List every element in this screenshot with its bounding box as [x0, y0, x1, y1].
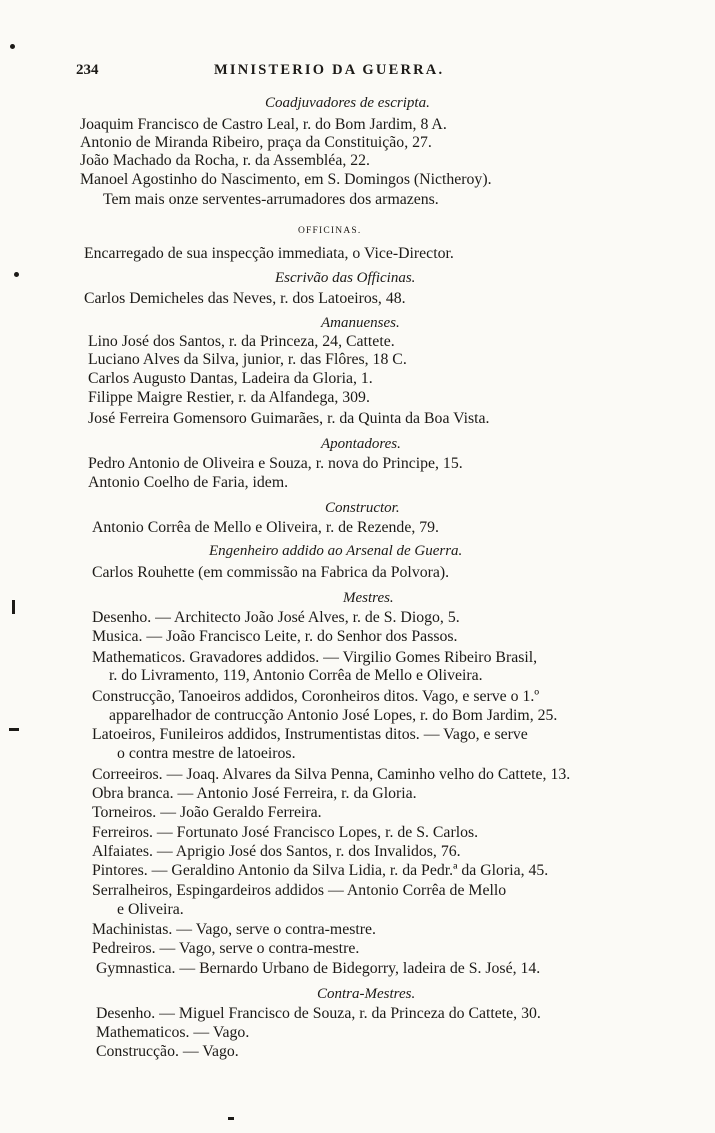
text-line: Antonio Corrêa de Mello e Oliveira, r. de Rezende, 79. — [92, 519, 439, 536]
text-line: apparelhador de contrucção Antonio José Lopes, r. do Bom Jardim, 25. — [109, 707, 558, 724]
text-line: José Ferreira Gomensoro Guimarães, r. da Quinta da Boa Vista. — [88, 410, 490, 427]
text-line: o contra mestre de latoeiros. — [117, 745, 296, 762]
text-line: Torneiros. — João Geraldo Ferreira. — [92, 804, 322, 821]
page-number: 234 — [76, 62, 99, 78]
text-line: Serralheiros, Espingardeiros addidos — Antonio Corrêa de Mello — [92, 882, 507, 899]
section-heading: Engenheiro addido ao Arsenal de Guerra. — [209, 543, 463, 559]
section-heading: Mestres. — [343, 590, 394, 606]
text-line: Mathematicos. Gravadores addidos. — Virgilio Gomes Ribeiro Brasil, — [92, 649, 538, 666]
text-line: Carlos Demicheles das Neves, r. dos Latoeiros, 48. — [84, 290, 406, 307]
section-heading: Constructor. — [325, 500, 400, 516]
text-line: Manoel Agostinho do Nascimento, em S. Domingos (Nictheroy). — [80, 171, 492, 188]
text-line: Musica. — João Francisco Leite, r. do Senhor dos Passos. — [92, 628, 458, 645]
text-line: Carlos Rouhette (em commissão na Fabrica da Polvora). — [92, 564, 450, 581]
text-line: Mathematicos. — Vago. — [96, 1024, 250, 1041]
text-line: Gymnastica. — Bernardo Urbano de Bidegorry, ladeira de S. José, 14. — [96, 960, 541, 977]
text-line: Carlos Augusto Dantas, Ladeira da Gloria, 1. — [88, 370, 373, 387]
text-line: Pintores. — Geraldino Antonio da Silva Lidia, r. da Pedr.ª da Gloria, 45. — [92, 862, 549, 879]
text-line: Latoeiros, Funileiros addidos, Instrumentistas ditos. — Vago, e serve — [92, 726, 528, 743]
text-line: Tem mais onze serventes-arrumadores dos armazens. — [103, 191, 439, 208]
text-line: João Machado da Rocha, r. da Assembléa, 22. — [80, 152, 370, 169]
text-line: Desenho. — Architecto João José Alves, r. de S. Diogo, 5. — [92, 609, 460, 626]
section-heading: Coadjuvadores de escripta. — [265, 95, 430, 111]
section-heading: OFFICINAS. — [298, 226, 362, 236]
margin-speck — [12, 600, 15, 614]
text-line: Antonio de Miranda Ribeiro, praça da Constituição, 27. — [80, 134, 432, 151]
text-line: Pedro Antonio de Oliveira e Souza, r. nova do Principe, 15. — [88, 455, 463, 472]
text-line: Obra branca. — Antonio José Ferreira, r. da Gloria. — [92, 785, 417, 802]
running-title: MINISTERIO DA GUERRA. — [214, 62, 445, 78]
text-line: Desenho. — Miguel Francisco de Souza, r. da Princeza do Cattete, 30. — [96, 1005, 541, 1022]
text-line: Lino José dos Santos, r. da Princeza, 24, Cattete. — [88, 333, 395, 350]
text-line: Correeiros. — Joaq. Alvares da Silva Penna, Caminho velho do Cattete, 13. — [92, 766, 571, 783]
text-line: Luciano Alves da Silva, junior, r. das Flôres, 18 C. — [88, 351, 407, 368]
text-line: Alfaiates. — Aprigio José dos Santos, r. dos Invalidos, 76. — [92, 843, 461, 860]
text-line: Construcção. — Vago. — [96, 1043, 239, 1060]
margin-speck — [10, 44, 15, 49]
section-heading: Amanuenses. — [321, 315, 400, 331]
text-line: Encarregado de sua inspecção immediata, o Vice-Director. — [84, 245, 454, 262]
text-line: Pedreiros. — Vago, serve o contra-mestre. — [92, 940, 360, 957]
text-line: Ferreiros. — Fortunato José Francisco Lopes, r. de S. Carlos. — [92, 824, 479, 841]
text-line: Filippe Maigre Restier, r. da Alfandega, 309. — [88, 389, 370, 406]
text-line: Joaquim Francisco de Castro Leal, r. do Bom Jardim, 8 A. — [80, 116, 447, 133]
text-line: Machinistas. — Vago, serve o contra-mestre. — [92, 921, 376, 938]
section-heading: Contra-Mestres. — [317, 986, 416, 1002]
text-line: Construcção, Tanoeiros addidos, Coronheiros ditos. Vago, e serve o 1.º — [92, 688, 540, 705]
section-heading: Escrivão das Officinas. — [275, 270, 416, 286]
margin-speck — [228, 1117, 234, 1120]
text-line: e Oliveira. — [117, 901, 184, 918]
text-line: r. do Livramento, 119, Antonio Corrêa de Mello e Oliveira. — [109, 667, 483, 684]
text-line: Antonio Coelho de Faria, idem. — [88, 474, 289, 491]
section-heading: Apontadores. — [321, 436, 401, 452]
margin-speck — [14, 272, 19, 277]
running-header — [76, 62, 501, 86]
margin-speck — [9, 728, 19, 731]
